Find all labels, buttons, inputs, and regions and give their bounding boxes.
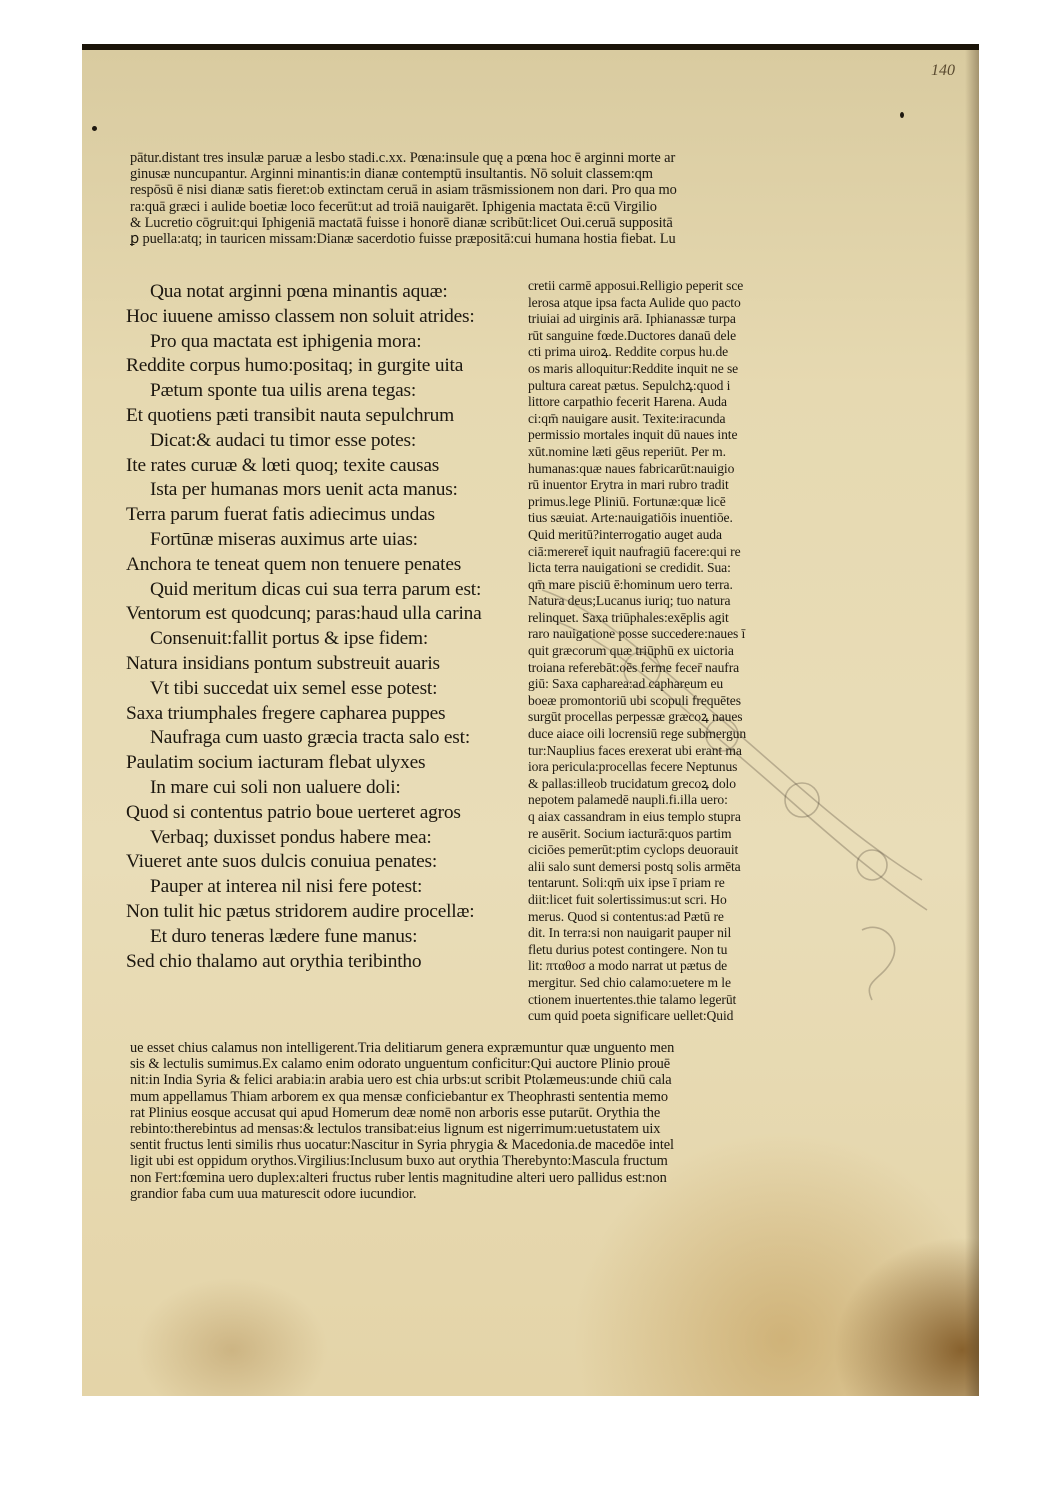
commentary-line: cum quid poeta significare uellet:Quid — [528, 1008, 734, 1024]
verse-line: Consenuit:fallit portus & ipse fidem: — [150, 628, 429, 650]
commentary-line: mum appellamus Thiam arborem ex qua mensæ conficiebantur ex Theophrasti sententia memo — [130, 1088, 668, 1105]
commentary-line: littore carpathio fecerit Harena. Auda — [528, 394, 727, 410]
commentary-line: non Fert:fœmina uero duplex:alteri fructus ruber lentis magnitudine alteri uero pallidus est:non — [130, 1169, 667, 1186]
commentary-line: Quid meritū?interrogatio auget auda — [528, 526, 722, 542]
verse-line: Sed chio thalamo aut orythia teribintho — [126, 950, 422, 972]
commentary-line: quit græcorum quæ triūphū ex uictoria — [528, 643, 734, 659]
commentary-line: lerosa atque ipsa facta Aulide quo pacto — [528, 294, 741, 310]
commentary-line: merus. Quod si contentus:ad Pætū re — [528, 908, 724, 924]
top-commentary — [130, 150, 950, 247]
commentary-line: q aiax cassandram in eius templo stupra — [528, 809, 741, 824]
ink-speck — [900, 112, 904, 118]
commentary-line: diit:licet fuit solertissimus:ut scri. Ho — [528, 891, 727, 907]
commentary-line: ꝑ puella:atq; in tauricen missam:Dianæ sacerdotio fuisse præpositā:cui humana hostia fiebat. Lu — [130, 231, 676, 248]
verse-line: Viueret ante suos dulcis conuiua penates: — [126, 851, 438, 873]
commentary-line: pultura careat pætus. Sepulchꝝ:quod i — [528, 377, 731, 393]
commentary-line: boeæ promontoriū ubi scopuli frequētes — [528, 692, 741, 708]
commentary-line: humanas:quæ naues fabricarūt:nauigio — [528, 460, 735, 476]
commentary-line: cretii carmē apposui.Relligio peperit sce — [528, 278, 744, 293]
commentary-line: respōsū ē nisi dianæ satis fieret:ob extinctam ceruā in asiam trāsmissionem non dari. Pro qua mo — [130, 182, 677, 199]
commentary-line: ciā:mereret̄ iquit naufragiū facere:qui re — [528, 543, 741, 559]
commentary-line: duce aiace oili locrensiū rege submergun — [528, 726, 747, 742]
commentary-line: xūt.nomine læti gēus reperiūt. Per m. — [528, 443, 726, 459]
verse-line: Non tulit hic pætus stridorem audire procellæ: — [126, 900, 475, 922]
verse-line: Naufraga cum uasto græcia tracta salo est: — [150, 727, 471, 749]
verse-line: Qua notat arginni pœna minantis aquæ: — [150, 281, 448, 302]
verse-line: Pro qua mactata est iphigenia mora: — [150, 330, 422, 352]
verse-line: Hoc iuuene amisso classem non soluit atrides: — [126, 305, 475, 327]
commentary-line: qm̄ mare pisciū ē:hominum uero terra. — [528, 576, 733, 592]
commentary-line: ra:quā græci i aulide boetiæ loco fecerūt:ut ad troiā nauigarēt. Iphigenia mactata ē:cū Virgilio — [130, 198, 657, 215]
commentary-line: ctionem inuertentes.thie talamo legerūt — [528, 991, 737, 1007]
commentary-line: primus.lege Pliniū. Fortunæ:quæ licē — [528, 493, 726, 509]
verse-line: Ventorum est quodcunq; paras:haud ulla carina — [126, 603, 482, 625]
verse-line: Reddite corpus humo:positaq; in gurgite uita — [126, 355, 464, 377]
commentary-line: re ausērit. Socium iacturā:quos partim — [528, 825, 732, 841]
commentary-line: ligit ubi est oppidum orythos.Virgilius:Inclusum buxo aut orythia Therebynto:Mascula fructum — [130, 1153, 668, 1170]
commentary-line: nepotem palamedē naupli.fi.illa uero: — [528, 792, 728, 808]
verse-line: Anchora te teneat quem non tenuere penates — [126, 553, 462, 575]
commentary-line: fletu durius potest contingere. Non tu — [528, 941, 728, 957]
verse-line: Fortūnæ miseras auximus arte uias: — [150, 528, 418, 550]
commentary-line: Natura deus;Lucanus iuriq; tuo natura — [528, 593, 731, 609]
commentary-line: rūt sanguine fœde.Ductores danaū dele — [528, 327, 737, 343]
verse-line: Paulatim socium iacturam flebat ulyxes — [126, 752, 426, 774]
verse-line: Pauper at interea nil nisi fere potest: — [150, 876, 423, 898]
verse-line: Quid meritum dicas cui sua terra parum est: — [150, 578, 482, 600]
commentary-line: permissio mortales inquit dū naues inte — [528, 427, 738, 443]
commentary-line: lit: πταθοσ a modo narrat ut pætus de — [528, 958, 728, 974]
commentary-line: sentit fructus lenti similis rhus uocatur:Nascitur in Syria phrygia & Macedonia.de macedōe intel — [130, 1137, 674, 1154]
verse-line: Dicat:& audaci tu timor esse potes: — [150, 429, 417, 451]
commentary-line: ci:qm̄ nauigare ausit. Texite:iracunda — [528, 410, 726, 426]
commentary-line: giū: Saxa capharea:ad caphareum eu — [528, 676, 724, 692]
commentary-line: dit. In terra:si non nauigarit pauper nil — [528, 925, 732, 941]
commentary-line: os maris alloquitur:Reddite inquit ne se — [528, 360, 739, 376]
verse-line: Pætum sponte tua uilis arena tegas: — [150, 380, 417, 402]
commentary-line: cti prima uiroꝝ. Reddite corpus hu.de — [528, 344, 729, 360]
folio-number: 140 — [931, 62, 955, 79]
commentary-line: troiana referebāt:oēs ferme fecer̄ naufra — [528, 659, 740, 675]
side-commentary — [528, 278, 840, 1025]
commentary-line: surgūt procellas perpessæ græcoꝝ naues — [528, 709, 743, 725]
scanned-page — [82, 44, 979, 1396]
commentary-line: licta terra nauigationi se credidit. Sua: — [528, 560, 731, 576]
commentary-line: grandior faba cum uua maturescit odore iucundior. — [130, 1185, 417, 1202]
bottom-commentary — [130, 1040, 950, 1202]
verse-line: Ista per humanas mors uenit acta manus: — [150, 479, 458, 501]
commentary-line: rebinto:therebintus ad mensas:& lectulos transibat:eius lignum est nigerrimum:uetustatem uix — [130, 1121, 661, 1138]
commentary-line: alii salo sunt demersi postq solis armēta — [528, 858, 741, 874]
commentary-line: iora pericula:procellas fecere Neptunus — [528, 759, 738, 775]
commentary-line: nit:in India Syria & felici arabia:in arabia uero est chia urbs:ut scribit Ptolæmeus:unde chiū cala — [130, 1072, 672, 1089]
commentary-line: tius sæuiat. Arte:nauigatiōis inuentiōe. — [528, 510, 733, 526]
verse-line: Quod si contentus patrio boue uerteret agros — [126, 801, 461, 823]
commentary-line: relinquet. Saxa triūphales:exēplis agit — [528, 609, 729, 625]
commentary-line: & pallas:illeob trucidatum grecoꝝ dolo — [528, 775, 736, 791]
commentary-line: & Lucretio cōgruit:qui Iphigeniā mactatā fuisse i honorē dianæ scribūt:licet Oui.ceruā suppositā — [130, 214, 673, 231]
verse-line: Et duro teneras lædere fune manus: — [150, 925, 418, 947]
verse-line: Vt tibi succedat uix semel esse potest: — [150, 677, 438, 699]
commentary-line: mergitur. Sed chio calamo:uetere m le — [528, 974, 731, 990]
commentary-line: rū inuentor Erytra in mari rubro tradit — [528, 477, 729, 493]
commentary-line: tentarunt. Soli:qm̄ uix ipse ī priam re — [528, 875, 725, 891]
commentary-line: ue esset chius calamus non intelligerent.Tria delitiarum genera expræmuntur quæ unguento men — [130, 1040, 675, 1056]
commentary-line: sis & lectulis sumimus.Ex calamo enim odorato unguentum conficitur:Qui auctore Plinio prouē — [130, 1056, 671, 1073]
commentary-line: tur:Nauplius faces erexerat ubi erant ma — [528, 742, 742, 758]
verse-line: Verbaq; duxisset pondus habere mea: — [150, 826, 432, 848]
commentary-line: ciciōes pemerūt:ptim cyclops deuorauit — [528, 842, 739, 858]
commentary-line: triuiai ad uirginis arā. Iphianassæ turpa — [528, 311, 736, 327]
verse-line: Natura insidians pontum substreuit auaris — [126, 652, 440, 674]
commentary-line: raro nauigatione posse succedere:naues ī — [528, 626, 746, 642]
commentary-line: ginusæ nuncupantur. Arginni minantis:in dianæ contemptū insultantis. Nō soluit classem:qm — [130, 166, 653, 183]
commentary-line: pātur.distant tres insulæ paruæ a lesbo stadi.c.xx. Pœna:insule quę a pœna hoc ē arginni morte ar — [130, 150, 676, 166]
poem-text — [126, 280, 526, 974]
ink-speck — [92, 126, 97, 131]
verse-line: Et quotiens pæti transibit nauta sepulchrum — [126, 404, 454, 426]
verse-line: Saxa triumphales fregere capharea puppes — [126, 702, 446, 724]
verse-line: In mare cui soli non ualuere doli: — [150, 776, 401, 798]
verse-line: Terra parum fuerat fatis adiecimus undas — [126, 504, 435, 526]
commentary-line: rat Plinius eosque accusat qui apud Homerum deæ nomē non arboris esse putarūt. Orythia the — [130, 1104, 661, 1121]
verse-line: Ite rates curuæ & lœti quoq; texite causas — [126, 454, 440, 476]
